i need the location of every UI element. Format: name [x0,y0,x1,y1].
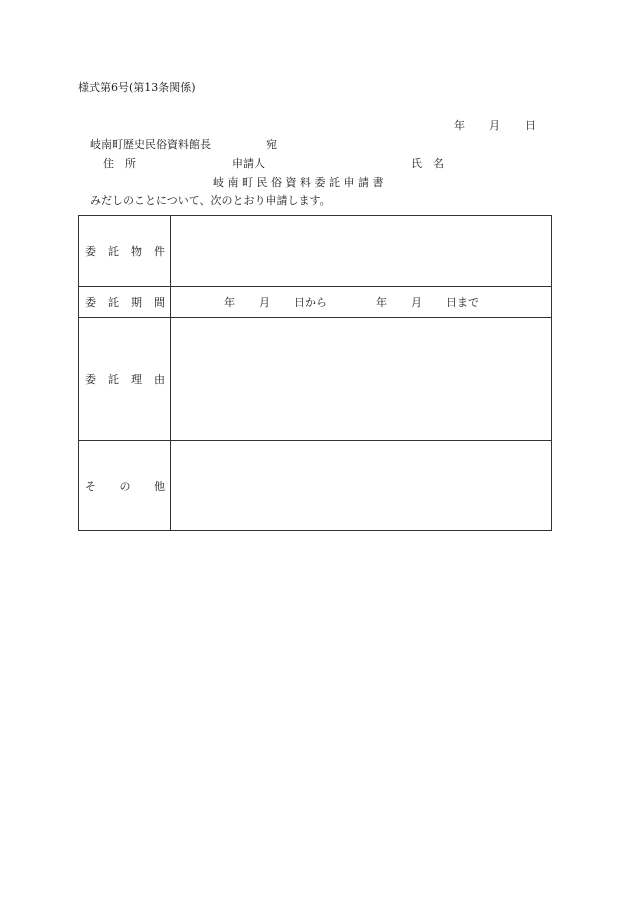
form-number: 様式第6号(第13条関係) [78,81,196,94]
label-char: 件 [154,245,165,258]
label-char: 物 [131,245,142,258]
label-char: 間 [154,296,165,309]
label-char: 他 [154,479,165,493]
label-char: 託 [108,245,119,258]
label-char: 委 [85,373,96,386]
table-row [79,216,552,287]
period-to-month: 月 [411,296,422,309]
label-char: の [119,479,131,493]
period-to-year: 年 [376,296,387,309]
row-label-period [79,287,171,318]
date-day-label: 日 [525,119,536,132]
application-form-table [78,215,552,531]
period-value-cell[interactable] [171,287,552,318]
addressee-honorific: 宛 [266,138,277,151]
applicant-label: 申請人 [232,157,265,170]
label-char: 託 [108,373,119,386]
document-title: 岐 南 町 民 俗 資 料 委 託 申 請 書 [213,176,384,189]
period-from-month: 月 [259,296,270,309]
address-label: 住 所 [103,157,136,170]
date-year-label: 年 [454,119,465,132]
addressee-name: 岐南町歴史民俗資料館長 [90,138,211,151]
label-char: そ [85,479,96,493]
row-label-other [79,441,171,531]
period-from-day: 日から [294,296,327,309]
label-char: 理 [131,373,142,386]
table-row [79,441,552,531]
table-row [79,318,552,441]
label-char: 委 [85,296,96,309]
item-value-cell[interactable] [171,216,552,287]
row-label-item [79,216,171,287]
row-label-reason [79,318,171,441]
label-char: 委 [85,245,96,258]
other-value-cell[interactable] [171,441,552,531]
label-char: 託 [108,296,119,309]
date-month-label: 月 [489,119,500,132]
period-to-day: 日まで [446,296,479,309]
period-from-year: 年 [224,296,235,309]
intro-text: みだしのことについて、次のとおり申請します。 [90,194,331,207]
reason-value-cell[interactable] [171,318,552,441]
table-row [79,287,552,318]
label-char: 期 [131,296,142,309]
name-label: 氏 名 [411,157,444,170]
label-char: 由 [154,373,165,386]
